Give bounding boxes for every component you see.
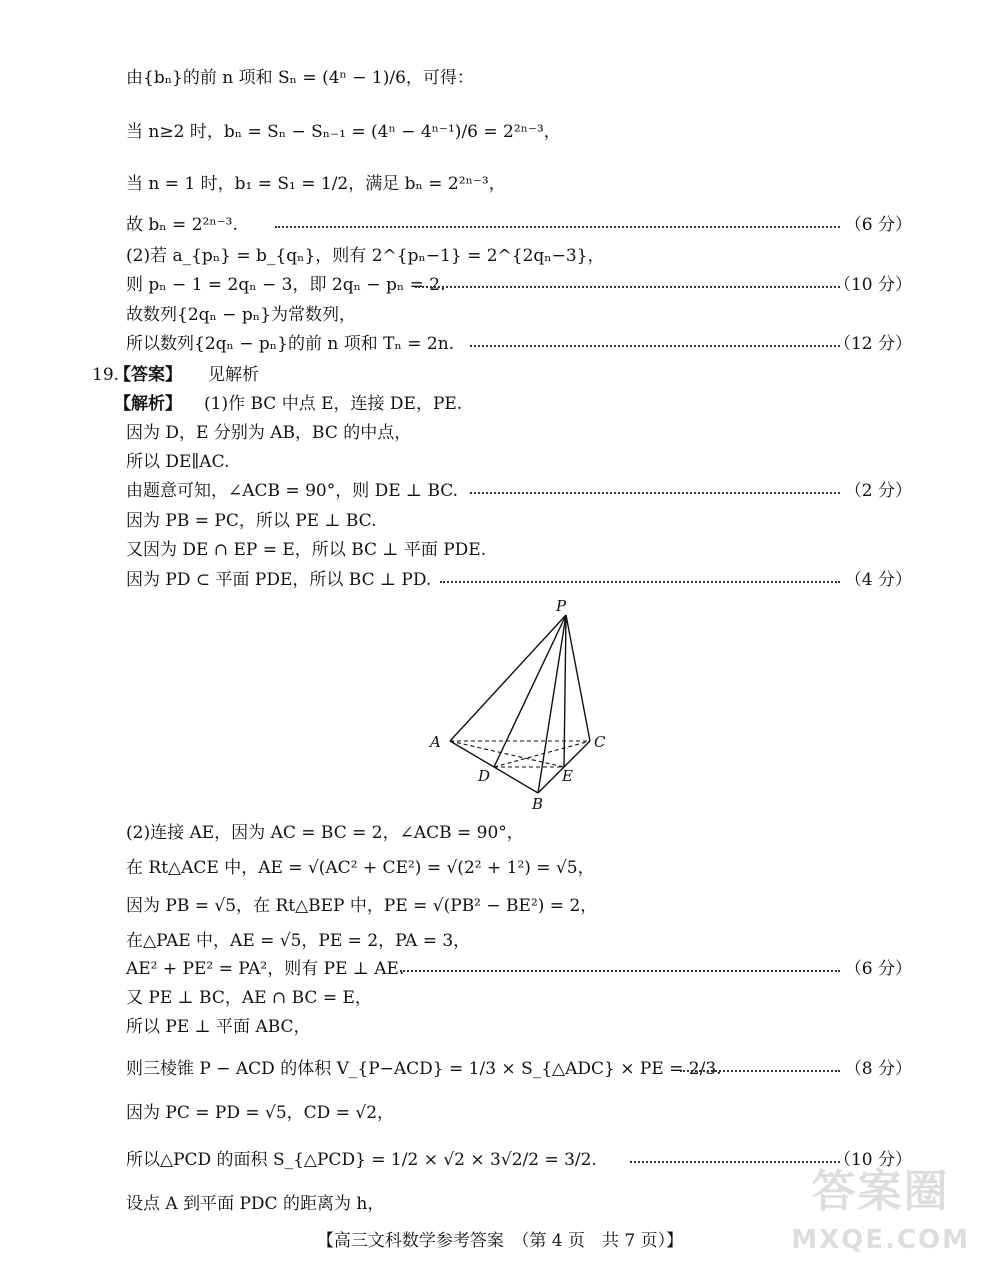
- text-line: 则 pₙ − 1 = 2qₙ − 3，即 2qₙ − pₙ = 2. （10 分）: [0, 270, 1000, 300]
- text-line: 因为 PD ⊂ 平面 PDE，所以 BC ⊥ PD. （4 分）: [0, 565, 1000, 595]
- text-line: 在 Rt△ACE 中，AE = √(AC² + CE²) = √(2² + 1²) = √5，: [126, 858, 595, 878]
- analysis-first: (1)作 BC 中点 E，连接 DE，PE.: [204, 394, 463, 414]
- score: （10 分）: [833, 275, 912, 295]
- label-D: D: [478, 767, 491, 785]
- text-line: 由{bₙ}的前 n 项和 Sₙ = (4ⁿ − 1)/6，可得：: [126, 68, 474, 88]
- text-line: 当 n = 1 时，b₁ = S₁ = 1/2，满足 bₙ = 2²ⁿ⁻³，: [126, 174, 506, 194]
- edge-PC: [566, 615, 590, 741]
- watermark-logo: 答案圈 MXQE.COM: [791, 1166, 970, 1255]
- text-line: 因为 PC = PD = √5，CD = √2，: [126, 1103, 395, 1123]
- text-line: 在△PAE 中，AE = √5，PE = 2，PA = 3，: [126, 931, 471, 951]
- score: （10 分）: [833, 1150, 912, 1170]
- score: （6 分）: [844, 215, 912, 235]
- leader-dots: [470, 492, 840, 494]
- score: （4 分）: [844, 570, 912, 590]
- text-line: 则三棱锥 P − ACD 的体积 V_{P−ACD} = 1/3 × S_{△ADC} × PE = 2/3. （8 分）: [0, 1054, 1000, 1084]
- text-line: (2)若 a_{pₙ} = b_{qₙ}，则有 2^{pₙ−1} = 2^{2qₙ−3}，: [126, 246, 605, 266]
- label-C: C: [594, 733, 606, 751]
- leader-dots: [400, 970, 840, 972]
- text-line: 故 bₙ = 2²ⁿ⁻³. （6 分）: [0, 210, 1000, 240]
- label-B: B: [532, 795, 544, 812]
- label-P: P: [556, 597, 567, 615]
- analysis-line: [0, 389, 1000, 419]
- answer-tag: 【答案】: [114, 365, 182, 385]
- text-line: 因为 PB = PC，所以 PE ⊥ BC.: [126, 511, 377, 531]
- analysis-tag: 【解析】: [114, 394, 182, 414]
- text-line: 当 n≥2 时，bₙ = Sₙ − Sₙ₋₁ = (4ⁿ − 4ⁿ⁻¹)/6 = 2²ⁿ⁻³，: [126, 122, 561, 142]
- text-line: 故数列{2qₙ − pₙ}为常数列，: [126, 305, 356, 325]
- score: （8 分）: [844, 1059, 912, 1079]
- pyramid-figure: [420, 597, 620, 812]
- score: （2 分）: [844, 481, 912, 501]
- edge-PE: [564, 615, 566, 767]
- leader-dots: [470, 345, 840, 347]
- text-line: 因为 D，E 分别为 AB，BC 的中点，: [126, 423, 412, 443]
- text-line: 由题意可知，∠ACB = 90°，则 DE ⊥ BC. （2 分）: [0, 476, 1000, 506]
- score: （6 分）: [844, 959, 912, 979]
- text-line: 所以 DE∥AC.: [126, 452, 230, 472]
- edge-AE: [450, 741, 564, 767]
- text-line: 因为 PB = √5，在 Rt△BEP 中，PE = √(PB² − BE²) = 2，: [126, 896, 598, 916]
- question-number: 19.: [92, 365, 120, 385]
- text-line: 又因为 DE ∩ EP = E，所以 BC ⊥ 平面 PDE.: [126, 540, 487, 560]
- text-line: 所以数列{2qₙ − pₙ}的前 n 项和 Tₙ = 2n. （12 分）: [0, 329, 1000, 359]
- text-line: 又 PE ⊥ BC，AE ∩ BC = E，: [126, 988, 372, 1008]
- leader-dots: [680, 1070, 840, 1072]
- leader-dots: [415, 286, 840, 288]
- leader-dots: [630, 1161, 840, 1163]
- text-line: (2)连接 AE，因为 AC = BC = 2，∠ACB = 90°，: [126, 823, 524, 843]
- label-A: A: [430, 733, 441, 751]
- edge-PD: [494, 615, 566, 767]
- text-line: AE² + PE² = PA²，则有 PE ⊥ AE. （6 分）: [0, 954, 1000, 984]
- leader-dots: [275, 226, 840, 228]
- question-header: [0, 360, 1000, 390]
- answer-text: 见解析: [208, 365, 259, 385]
- label-E: E: [562, 767, 573, 785]
- leader-dots: [440, 581, 840, 583]
- text-line: 所以△PCD 的面积 S_{△PCD} = 1/2 × √2 × 3√2/2 = 3/2. （10 分）: [0, 1145, 1000, 1175]
- score: （12 分）: [833, 334, 912, 354]
- text-line: 所以 PE ⊥ 平面 ABC，: [126, 1017, 311, 1037]
- text-line: 设点 A 到平面 PDC 的距离为 h，: [126, 1194, 385, 1214]
- page-footer: 【高三文科数学参考答案 （第 4 页 共 7 页）】: [316, 1231, 684, 1251]
